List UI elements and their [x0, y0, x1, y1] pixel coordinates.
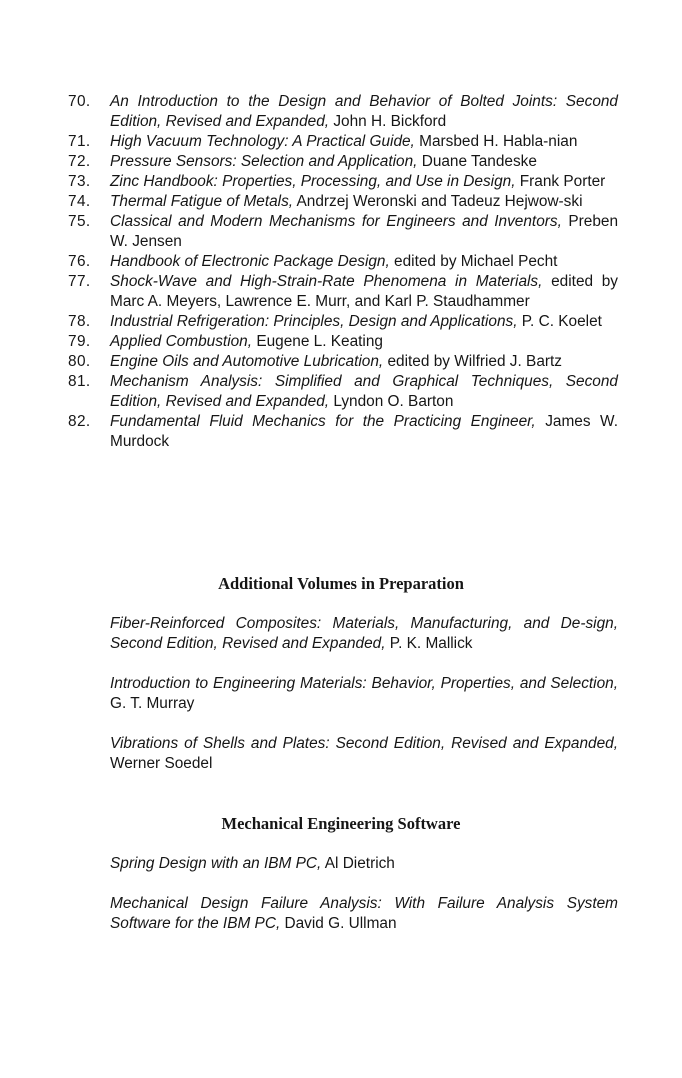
additional-volumes-heading: Additional Volumes in Preparation — [218, 574, 464, 593]
entry-title: Handbook of Electronic Package Design, — [110, 253, 390, 270]
entry-author: Eugene L. Keating — [256, 333, 383, 350]
entry-author: edited by Wilfried J. Bartz — [387, 353, 562, 370]
entry-author: edited by Michael Pecht — [394, 253, 558, 270]
prep-volume-title: Fiber-Reinforced Composites: Materials, Manufacturing, and De-sign, Second Edition, Revised and Expanded, — [110, 615, 618, 652]
entry-author: Duane Tandeske — [421, 153, 537, 170]
series-entry-81 — [68, 372, 618, 412]
prep-volume-author: G. T. Murray — [110, 695, 195, 712]
series-entry-82 — [68, 412, 618, 452]
software-title: Spring Design with an IBM PC, — [110, 855, 322, 872]
entry-author: John H. Bickford — [333, 113, 447, 130]
series-entry-77 — [68, 272, 618, 312]
series-entry-73 — [68, 172, 618, 192]
series-entry-75 — [68, 212, 618, 252]
entry-number: 70. — [68, 93, 91, 110]
entry-title: Thermal Fatigue of Metals, — [110, 193, 294, 210]
entry-author: Andrzej Weronski and Tadeuz Hejwow-ski — [296, 193, 583, 210]
series-entry-79 — [68, 332, 618, 352]
entry-author: edited by Marc A. Meyers, Lawrence E. Murr, and Karl P. Staudhammer — [110, 273, 619, 310]
prep-volume-title: Vibrations of Shells and Plates: Second Edition, Revised and Expanded, — [110, 735, 618, 752]
series-entry-78 — [68, 312, 618, 332]
series-entry-74 — [68, 192, 618, 212]
software-item — [110, 894, 618, 934]
entry-number: 77. — [68, 273, 91, 290]
prep-volume-item — [110, 614, 618, 654]
entry-number: 75. — [68, 213, 91, 230]
entry-author: Preben W. Jensen — [110, 213, 619, 250]
entry-author: Marsbed H. Habla-nian — [419, 133, 578, 150]
entry-title: Engine Oils and Automotive Lubrication, — [110, 353, 384, 370]
entry-title: Mechanism Analysis: Simplified and Graphical Techniques, Second Edition, Revised and Expanded, — [110, 373, 618, 410]
entry-title: An Introduction to the Design and Behavior of Bolted Joints: Second Edition, Revised and Expanded, — [110, 93, 618, 130]
prep-volume-author: P. K. Mallick — [389, 635, 473, 652]
prep-volume-item — [110, 734, 618, 774]
entry-title: Shock-Wave and High-Strain-Rate Phenomena in Materials, — [110, 273, 543, 290]
series-entry-72 — [68, 152, 618, 172]
software-author: Al Dietrich — [324, 855, 395, 872]
entry-number: 80. — [68, 353, 91, 370]
entry-number: 71. — [68, 133, 91, 150]
software-title: Mechanical Design Failure Analysis: With Failure Analysis System Software for the IBM PC, — [110, 895, 618, 932]
entry-title: Fundamental Fluid Mechanics for the Practicing Engineer, — [110, 413, 536, 430]
entry-author: James W. Murdock — [110, 413, 618, 450]
series-entry-80 — [68, 352, 618, 372]
entry-number: 76. — [68, 253, 91, 270]
entry-title: Zinc Handbook: Properties, Processing, and Use in Design, — [110, 173, 516, 190]
entry-number: 74. — [68, 193, 91, 210]
entry-title: Applied Combustion, — [110, 333, 253, 350]
prep-volume-item — [110, 674, 618, 714]
entry-number: 79. — [68, 333, 91, 350]
entry-title: Industrial Refrigeration: Principles, Design and Applications, — [110, 313, 518, 330]
software-item — [110, 854, 618, 874]
prep-volume-author: Werner Soedel — [110, 755, 213, 772]
entry-number: 72. — [68, 153, 91, 170]
entry-number: 81. — [68, 373, 91, 390]
entry-title: Pressure Sensors: Selection and Application, — [110, 153, 418, 170]
entry-title: Classical and Modern Mechanisms for Engineers and Inventors, — [110, 213, 562, 230]
series-entry-70 — [68, 92, 618, 132]
prep-volume-title: Introduction to Engineering Materials: Behavior, Properties, and Selection, — [110, 675, 618, 692]
entry-title: High Vacuum Technology: A Practical Guide, — [110, 133, 415, 150]
series-entry-71 — [68, 132, 618, 152]
entry-author: Lyndon O. Barton — [333, 393, 454, 410]
entry-author: P. C. Koelet — [521, 313, 602, 330]
entry-number: 78. — [68, 313, 91, 330]
entry-number: 73. — [68, 173, 91, 190]
entry-author: Frank Porter — [519, 173, 606, 190]
series-list — [68, 92, 618, 452]
entry-number: 82. — [68, 413, 91, 430]
software-heading: Mechanical Engineering Software — [221, 814, 461, 833]
software-author: David G. Ullman — [284, 915, 397, 932]
series-entry-76 — [68, 252, 618, 272]
